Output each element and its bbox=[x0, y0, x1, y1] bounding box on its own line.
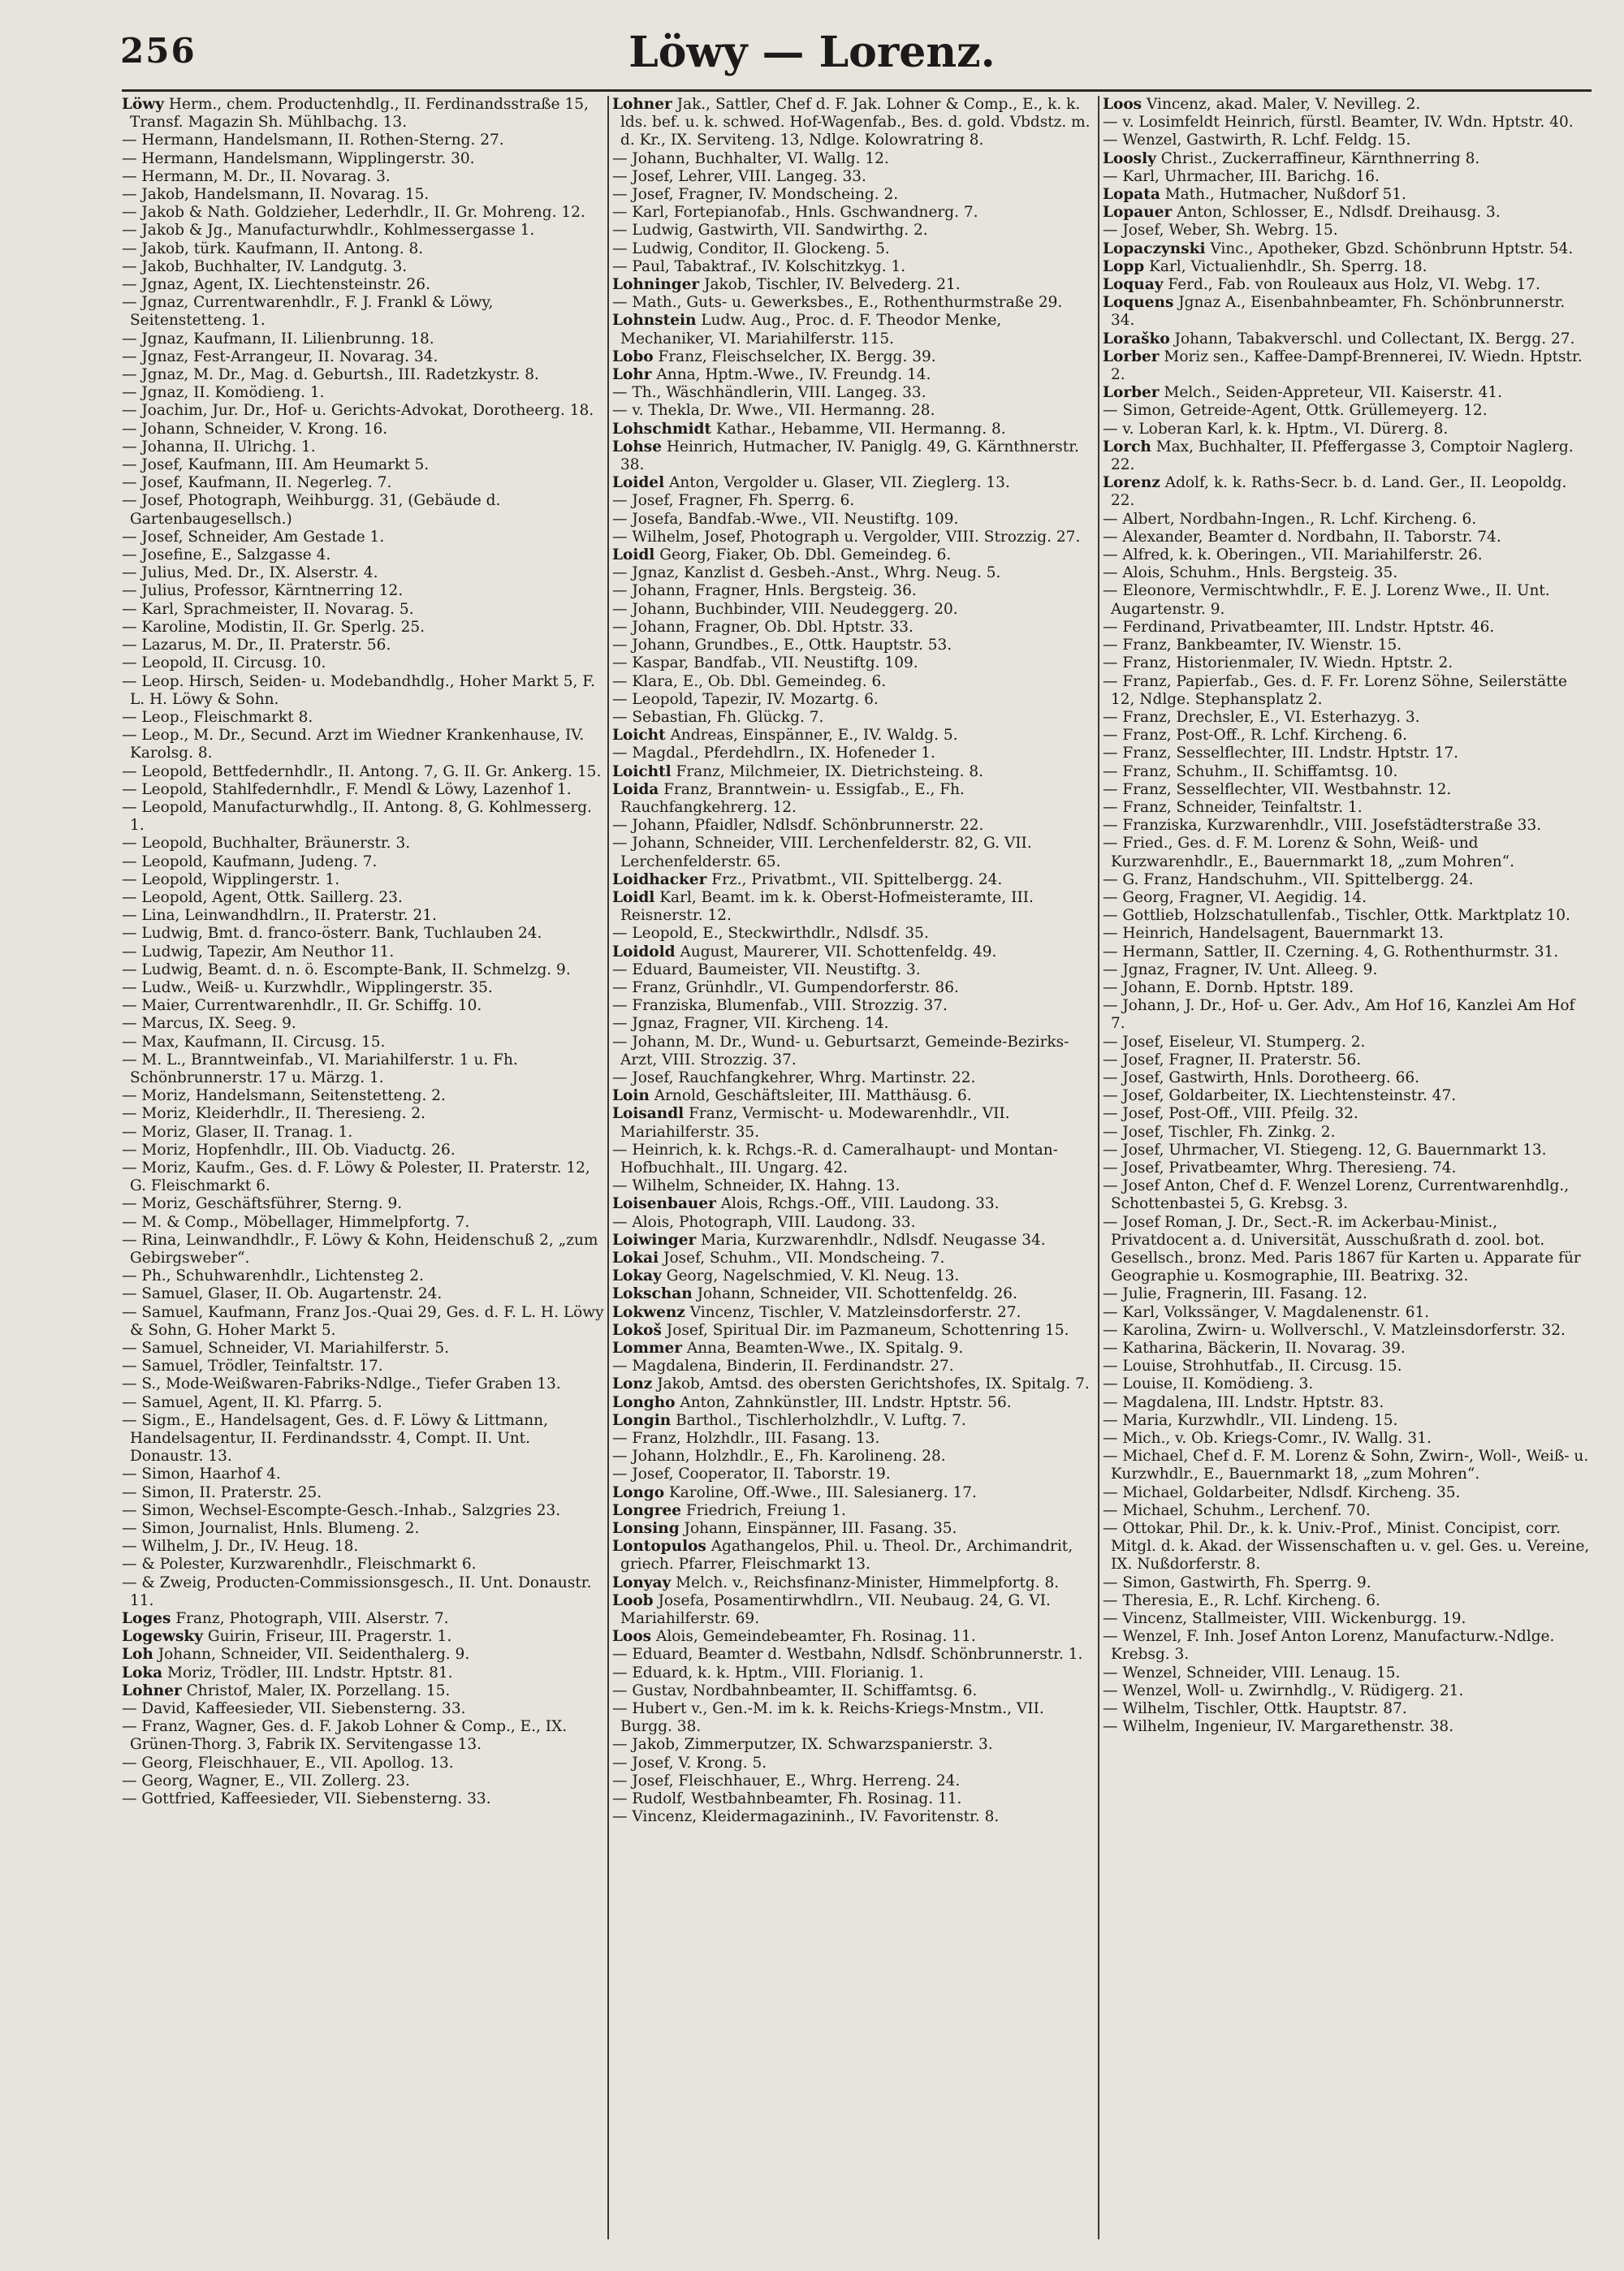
directory-entry: Longree Friedrich, Freiung 1. bbox=[612, 1501, 846, 1519]
directory-entry: — Leop., M. Dr., Secund. Arzt im Wiedner Krankenhause, IV. Karolsg. 8. bbox=[122, 727, 585, 762]
directory-entry: — Eduard, Beamter d. Westbahn, Ndlsdf. Schönbrunnerstr. 1. bbox=[612, 1646, 1083, 1664]
directory-entry: — Franz, Schneider, Teinfaltstr. 1. bbox=[1103, 798, 1363, 816]
directory-entry: — Ludwig, Beamt. d. n. ö. Escompte-Bank, II. Schmelzg. 9. bbox=[122, 961, 571, 978]
directory-entry: — Josef, Privatbeamter, Whrg. Theresieng. 74. bbox=[1103, 1159, 1457, 1177]
directory-entry: Lopata Math., Hutmacher, Nußdorf 51. bbox=[1103, 186, 1406, 204]
directory-entry: — Jakob, Handelsmann, II. Novarag. 15. bbox=[122, 186, 430, 204]
directory-entry: — Wenzel, F. Inh. Josef Anton Lorenz, Manufacturw.-Ndlge. Krebsg. 3. bbox=[1103, 1628, 1555, 1664]
directory-entry: — Moriz, Hopfenhdlr., III. Ob. Viaductg. 26. bbox=[122, 1141, 456, 1159]
directory-entry: Lokoš Josef, Spiritual Dir. im Pazmaneum, Schottenring 15. bbox=[612, 1321, 1069, 1339]
directory-entry: — Louise, Strohhutfab., II. Circusg. 15. bbox=[1103, 1358, 1402, 1375]
directory-entry: — Magdalena, III. Lndstr. Hptstr. 83. bbox=[1103, 1393, 1384, 1411]
directory-entry: — Karl, Sprachmeister, II. Novarag. 5. bbox=[122, 600, 414, 618]
directory-entry: — Julius, Med. Dr., IX. Alserstr. 4. bbox=[122, 564, 378, 582]
directory-entry: — Leopold, Buchhalter, Bräunerstr. 3. bbox=[122, 835, 411, 853]
directory-entry: — Wenzel, Gastwirth, R. Lchf. Feldg. 15. bbox=[1103, 132, 1411, 149]
directory-column-3 bbox=[1103, 96, 1592, 2239]
directory-entry: — Leopold, Agent, Ottk. Saillerg. 23. bbox=[122, 888, 403, 906]
directory-entry: — Franz, Drechsler, E., VI. Esterhazyg. 3. bbox=[1103, 708, 1420, 726]
directory-entry: — Marcus, IX. Seeg. 9. bbox=[122, 1015, 296, 1033]
directory-entry: — Samuel, Glaser, II. Ob. Augartenstr. 24. bbox=[122, 1285, 443, 1303]
directory-entry: — Rudolf, Westbahnbeamter, Fh. Rosinag. 11. bbox=[612, 1790, 962, 1808]
directory-entry: — Lina, Leinwandhdlrn., II. Praterstr. 21. bbox=[122, 907, 437, 925]
directory-entry: Loos Alois, Gemeindebeamter, Fh. Rosinag. 11. bbox=[612, 1628, 976, 1646]
directory-entry: Loidel Anton, Vergolder u. Glaser, VII. Zieglerg. 13. bbox=[612, 474, 1010, 492]
directory-entry: — Josefine, E., Salzgasse 4. bbox=[122, 546, 331, 564]
directory-entry: — Ludwig, Gastwirth, VII. Sandwirthg. 2. bbox=[612, 222, 928, 240]
directory-entry: — Josef, Cooperator, II. Taborstr. 19. bbox=[612, 1466, 891, 1483]
column-divider bbox=[607, 96, 609, 2239]
directory-entry: Lohr Anna, Hptm.-Wwe., IV. Freundg. 14. bbox=[612, 366, 931, 384]
directory-entry: — Josef, Fleischhauer, E., Whrg. Herreng. 24. bbox=[612, 1772, 961, 1790]
directory-entry: — Julius, Professor, Kärntnerring 12. bbox=[122, 582, 404, 600]
directory-entry: — Albert, Nordbahn-Ingen., R. Lchf. Kircheng. 6. bbox=[1103, 510, 1477, 528]
directory-entry: — Johann, Schneider, VIII. Lerchenfelderstr. 82, G. VII. Lerchenfelderstr. 65. bbox=[612, 835, 1032, 870]
directory-entry: — Johann, J. Dr., Hof- u. Ger. Adv., Am Hof 16, Kanzlei Am Hof 7. bbox=[1103, 997, 1575, 1033]
directory-entry: — Hermann, M. Dr., II. Novarag. 3. bbox=[122, 167, 391, 185]
directory-entry: — Rina, Leinwandhdlr., F. Löwy & Kohn, Heidenschuß 2, „zum Gebirgsweber“. bbox=[122, 1231, 598, 1267]
directory-entry: — Samuel, Kaufmann, Franz Jos.-Quai 29, Ges. d. F. L. H. Löwy & Sohn, G. Hoher Markt 5. bbox=[122, 1303, 604, 1339]
directory-entry: Lopp Karl, Victualienhdlr., Sh. Sperrg. 18. bbox=[1103, 257, 1427, 275]
directory-entry: — Johanna, II. Ulrichg. 1. bbox=[122, 438, 316, 455]
directory-entry: — Wenzel, Woll- u. Zwirnhdlg., V. Rüdigerg. 21. bbox=[1103, 1682, 1464, 1699]
directory-entry: — Michael, Chef d. F. M. Lorenz & Sohn, Zwirn-, Woll-, Weiß- u. Kurzwhdlr., E., Bauernmarkt 18, „zum Mohren“. bbox=[1103, 1448, 1589, 1483]
directory-entry: Longo Karoline, Off.-Wwe., III. Salesianerg. 17. bbox=[612, 1483, 977, 1501]
directory-entry: — Johann, Pfaidler, Ndlsdf. Schönbrunnerstr. 22. bbox=[612, 817, 984, 835]
directory-entry: Lommer Anna, Beamten-Wwe., IX. Spitalg. 9. bbox=[612, 1340, 964, 1358]
directory-entry: — Josefa, Bandfab.-Wwe., VII. Neustiftg. 109. bbox=[612, 510, 959, 528]
directory-entry: — Jgnaz, II. Komödieng. 1. bbox=[122, 384, 325, 402]
directory-entry: — Wilhelm, Ingenieur, IV. Margarethenstr. 38. bbox=[1103, 1718, 1454, 1736]
directory-entry: — Alfred, k. k. Oberingen., VII. Mariahilferstr. 26. bbox=[1103, 546, 1483, 564]
directory-entry: — Wenzel, Schneider, VIII. Lenaug. 15. bbox=[1103, 1664, 1401, 1682]
directory-column-2 bbox=[612, 96, 1096, 2239]
directory-entry: — Jakob, Buchhalter, IV. Landgutg. 3. bbox=[122, 257, 408, 275]
directory-entry: — Jgnaz, M. Dr., Mag. d. Geburtsh., III. Radetzkystr. 8. bbox=[122, 366, 539, 384]
directory-entry: — Josef Anton, Chef d. F. Wenzel Lorenz, Currentwarenhdlg., Schottenbastei 5, G. Krebsg. 3. bbox=[1103, 1177, 1570, 1213]
directory-entry: — Jakob, Zimmerputzer, IX. Schwarzspanierstr. 3. bbox=[612, 1736, 993, 1754]
directory-entry: Loiwinger Maria, Kurzwarenhdlr., Ndlsdf. Neugasse 34. bbox=[612, 1231, 1046, 1249]
directory-entry: — Franz, Grünhdlr., VI. Gumpendorferstr. 86. bbox=[612, 978, 959, 996]
directory-entry: Lokschan Johann, Schneider, VII. Schottenfeldg. 26. bbox=[612, 1285, 1017, 1303]
directory-entry: — Wilhelm, J. Dr., IV. Heug. 18. bbox=[122, 1538, 359, 1556]
directory-entry: — Simon, II. Praterstr. 25. bbox=[122, 1483, 322, 1501]
directory-entry: Lorenz Adolf, k. k. Raths-Secr. b. d. Land. Ger., II. Leopoldg. 22. bbox=[1103, 474, 1567, 510]
directory-entry: — David, Kaffeesieder, VII. Siebensterng. 33. bbox=[122, 1700, 466, 1718]
directory-entry: — Sigm., E., Handelsagent, Ges. d. F. Löwy & Littmann, Handelsagentur, II. Ferdinandsstr. 4, Compt. II. Unt. Donaustr. 13. bbox=[122, 1411, 548, 1466]
directory-entry: — Franz, Post-Off., R. Lchf. Kircheng. 6. bbox=[1103, 727, 1407, 745]
directory-entry: Loidl Georg, Fiaker, Ob. Dbl. Gemeindeg. 6. bbox=[612, 546, 952, 564]
directory-entry: — Hermann, Handelsmann, Wipplingerstr. 30. bbox=[122, 149, 475, 167]
directory-entry: — Julie, Fragnerin, III. Fasang. 12. bbox=[1103, 1285, 1367, 1303]
directory-entry: — Ottokar, Phil. Dr., k. k. Univ.-Prof., Minist. Concipist, corr. Mitgl. d. k. Akad. der Wissenschaften u. v. gel. Ges. u. Vereine, IX. Nußdorferstr. 8. bbox=[1103, 1520, 1590, 1574]
directory-entry: — Leopold, Tapezir, IV. Mozartg. 6. bbox=[612, 690, 879, 708]
directory-entry: — S., Mode-Weißwaren-Fabriks-Ndlge., Tiefer Graben 13. bbox=[122, 1375, 561, 1393]
directory-entry: Lohse Heinrich, Hutmacher, IV. Paniglg. 49, G. Kärnthnerstr. 38. bbox=[612, 438, 1079, 474]
directory-entry: — Jakob & Jg., Manufacturwhdlr., Kohlmessergasse 1. bbox=[122, 222, 535, 240]
directory-entry: — Wilhelm, Tischler, Ottk. Hauptstr. 87. bbox=[1103, 1700, 1407, 1718]
directory-entry: — Katharina, Bäckerin, II. Novarag. 39. bbox=[1103, 1340, 1406, 1358]
directory-entry: — Franz, Papierfab., Ges. d. F. Fr. Lorenz Söhne, Seilerstätte 12, Ndlge. Stephansplatz 2. bbox=[1103, 672, 1567, 708]
directory-entry: — Simon, Gastwirth, Fh. Sperrg. 9. bbox=[1103, 1574, 1371, 1591]
directory-entry: — Ludwig, Tapezir, Am Neuthor 11. bbox=[122, 943, 395, 961]
directory-entry: — Franz, Historienmaler, IV. Wiedn. Hptstr. 2. bbox=[1103, 654, 1453, 672]
directory-entry: Lobo Franz, Fleischselcher, IX. Bergg. 39. bbox=[612, 348, 936, 365]
directory-entry: Lohner Christof, Maler, IX. Porzellang. 15. bbox=[122, 1682, 451, 1699]
directory-entry: — Math., Guts- u. Gewerksbes., E., Rothenthurmstraße 29. bbox=[612, 294, 1063, 312]
directory-entry: — Johann, M. Dr., Wund- u. Geburtsarzt, Gemeinde-Bezirks-Arzt, VIII. Strozzig. 37. bbox=[612, 1033, 1069, 1069]
directory-entry: Lorber Melch., Seiden-Appreteur, VII. Kaiserstr. 41. bbox=[1103, 384, 1503, 402]
directory-entry: — Jgnaz, Fragner, IV. Unt. Alleeg. 9. bbox=[1103, 961, 1378, 978]
directory-entry: — Simon, Wechsel-Escompte-Gesch.-Inhab., Salzgries 23. bbox=[122, 1501, 561, 1519]
directory-entry: Löwy Herm., chem. Productenhdlg., II. Ferdinandsstraße 15, Transf. Magazin Sh. Mühlbachg. 13. bbox=[122, 96, 589, 132]
directory-entry: Longho Anton, Zahnkünstler, III. Lndstr. Hptstr. 56. bbox=[612, 1393, 1012, 1411]
directory-entry: — Hubert v., Gen.-M. im k. k. Reichs-Kriegs-Mnstm., VII. Burgg. 38. bbox=[612, 1700, 1044, 1736]
directory-entry: — Eduard, Baumeister, VII. Neustiftg. 3. bbox=[612, 961, 921, 978]
directory-entry: — Heinrich, k. k. Rchgs.-R. d. Cameralhaupt- und Montan-Hofbuchhalt., III. Ungarg. 42. bbox=[612, 1141, 1058, 1177]
directory-entry: — Franz, Wagner, Ges. d. F. Jakob Lohner & Comp., E., IX. Grünen-Thorg. 3, Fabrik IX. Servitengasse 13. bbox=[122, 1718, 568, 1754]
directory-entry: — Josef, Post-Off., VIII. Pfeilg. 32. bbox=[1103, 1105, 1358, 1123]
directory-entry: Loosly Christ., Zuckerraffineur, Kärnthnerring 8. bbox=[1103, 149, 1480, 167]
directory-entry: — M. L., Branntweinfab., VI. Mariahilferstr. 1 u. Fh. Schönbrunnerstr. 17 u. Märzg. 1. bbox=[122, 1051, 518, 1086]
directory-entry: — Karl, Fortepianofab., Hnls. Gschwandnerg. 7. bbox=[612, 204, 978, 222]
directory-entry: Loidl Karl, Beamt. im k. k. Oberst-Hofmeisteramte, III. Reisnerstr. 12. bbox=[612, 888, 1034, 925]
directory-entry: — Maria, Kurzwhdlr., VII. Lindeng. 15. bbox=[1103, 1411, 1398, 1429]
directory-entry: Lohner Jak., Sattler, Chef d. F. Jak. Lohner & Comp., E., k. k. lds. bef. u. k. schwed. Hof-Wagenfab., Bes. d. gold. Vbdstz. m. d. Kr., IX. Serviteng. 13, Ndlge. Kolowratring 8. bbox=[612, 96, 1091, 149]
directory-entry: — M. & Comp., Möbellager, Himmelpfortg. 7. bbox=[122, 1213, 470, 1231]
directory-entry: — Leop. Hirsch, Seiden- u. Modebandhdlg., Hoher Markt 5, F. L. H. Löwy & Sohn. bbox=[122, 672, 596, 708]
directory-entry: — Jgnaz, Agent, IX. Liechtensteinstr. 26. bbox=[122, 276, 430, 294]
directory-entry: — Jgnaz, Fragner, VII. Kircheng. 14. bbox=[612, 1015, 889, 1033]
directory-entry: — Moriz, Handelsmann, Seitenstetteng. 2. bbox=[122, 1087, 446, 1105]
directory-entry: — Franz, Bankbeamter, IV. Wienstr. 15. bbox=[1103, 637, 1402, 654]
directory-entry: — Moriz, Kaufm., Ges. d. F. Löwy & Polester, II. Praterstr. 12, G. Fleischmarkt 6. bbox=[122, 1159, 590, 1195]
directory-entry: — Vincenz, Kleidermagazininh., IV. Favoritenstr. 8. bbox=[612, 1808, 1000, 1826]
directory-entry: — Georg, Fleischhauer, E., VII. Apollog. 13. bbox=[122, 1754, 454, 1772]
directory-entry: — Johann, Fragner, Ob. Dbl. Hptstr. 33. bbox=[612, 618, 914, 636]
directory-entry: — Josef, Fragner, II. Praterstr. 56. bbox=[1103, 1051, 1362, 1069]
directory-entry: Lohnstein Ludw. Aug., Proc. d. F. Theodor Menke, Mechaniker, VI. Mariahilferstr. 115. bbox=[612, 312, 1002, 348]
directory-entry: — Josef, Uhrmacher, VI. Stiegeng. 12, G. Bauernmarkt 13. bbox=[1103, 1141, 1547, 1159]
directory-entry: — Johann, Schneider, V. Krong. 16. bbox=[122, 420, 388, 438]
directory-entry: Loka Moriz, Trödler, III. Lndstr. Hptstr. 81. bbox=[122, 1664, 453, 1682]
directory-entry: Logewsky Guirin, Friseur, III. Pragerstr. 1. bbox=[122, 1628, 452, 1646]
directory-entry: — Johann, Buchbinder, VIII. Neudeggerg. 20. bbox=[612, 600, 958, 618]
directory-entry: — Alois, Schuhm., Hnls. Bergsteig. 35. bbox=[1103, 564, 1398, 582]
directory-entry: — Gottfried, Kaffeesieder, VII. Siebensterng. 33. bbox=[122, 1790, 491, 1808]
directory-entry: Loraško Johann, Tabakverschl. und Collectant, IX. Bergg. 27. bbox=[1103, 330, 1575, 348]
directory-entry: — Samuel, Trödler, Teinfaltstr. 17. bbox=[122, 1358, 383, 1375]
directory-entry: Lopauer Anton, Schlosser, E., Ndlsdf. Dreihausg. 3. bbox=[1103, 204, 1501, 222]
directory-entry: — Franz, Sesselflechter, VII. Westbahnstr. 12. bbox=[1103, 780, 1452, 798]
directory-entry: Loob Josefa, Posamentirwhdlrn., VII. Neubaug. 24, G. VI. Mariahilferstr. 69. bbox=[612, 1591, 1051, 1628]
directory-entry: — Josef, V. Krong. 5. bbox=[612, 1754, 767, 1772]
directory-entry: — Vincenz, Stallmeister, VIII. Wickenburgg. 19. bbox=[1103, 1610, 1466, 1628]
directory-entry: — Franz, Holzhdlr., III. Fasang. 13. bbox=[612, 1430, 880, 1448]
directory-entry: — Simon, Journalist, Hnls. Blumeng. 2. bbox=[122, 1520, 420, 1538]
directory-entry: Lokay Georg, Nagelschmied, V. Kl. Neug. 13. bbox=[612, 1267, 960, 1285]
directory-entry: — Karl, Uhrmacher, III. Barichg. 16. bbox=[1103, 167, 1380, 185]
directory-entry: Loicht Andreas, Einspänner, E., IV. Waldg. 5. bbox=[612, 727, 958, 745]
directory-entry: — Alois, Photograph, VIII. Laudong. 33. bbox=[612, 1213, 916, 1231]
directory-entry: — Josef, Weber, Sh. Webrg. 15. bbox=[1103, 222, 1338, 240]
directory-entry: — Wilhelm, Josef, Photograph u. Vergolder, VIII. Strozzig. 27. bbox=[612, 528, 1081, 546]
directory-entry: Loida Franz, Branntwein- u. Essigfab., E., Fh. Rauchfangkehrerg. 12. bbox=[612, 780, 965, 816]
directory-entry: Lokai Josef, Schuhm., VII. Mondscheing. 7. bbox=[612, 1250, 945, 1267]
directory-entry: — Ludwig, Bmt. d. franco-österr. Bank, Tuchlauben 24. bbox=[122, 925, 542, 943]
directory-entry: — Gustav, Nordbahnbeamter, II. Schiffamtsg. 6. bbox=[612, 1682, 978, 1699]
directory-entry: — Ludwig, Conditor, II. Glockeng. 5. bbox=[612, 240, 890, 257]
directory-entry: Longin Barthol., Tischlerholzhdlr., V. Luftg. 7. bbox=[612, 1411, 966, 1429]
directory-entry: — Jakob & Nath. Goldzieher, Lederhdlr., II. Gr. Mohreng. 12. bbox=[122, 204, 585, 222]
directory-entry: — Josef, Gastwirth, Hnls. Dorotheerg. 66. bbox=[1103, 1069, 1420, 1086]
directory-entry: — Leopold, Manufacturwhdlg., II. Antong. 8, G. Kohlmesserg. 1. bbox=[122, 798, 592, 835]
directory-entry: Loquens Jgnaz A., Eisenbahnbeamter, Fh. Schönbrunnerstr. 34. bbox=[1103, 294, 1566, 330]
directory-entry: Lonsing Johann, Einspänner, III. Fasang. 35. bbox=[612, 1520, 957, 1538]
directory-entry: — Johann, Holzhdlr., E., Fh. Karolineng. 28. bbox=[612, 1448, 946, 1466]
directory-entry: — Johann, Buchhalter, VI. Wallg. 12. bbox=[612, 149, 889, 167]
directory-entry: — Jgnaz, Kaufmann, II. Lilienbrunng. 18. bbox=[122, 330, 434, 348]
directory-entry: Lonz Jakob, Amtsd. des obersten Gerichtshofes, IX. Spitalg. 7. bbox=[612, 1375, 1090, 1393]
directory-entry: Lohschmidt Kathar., Hebamme, VII. Hermanng. 8. bbox=[612, 420, 1006, 438]
directory-entry: — Simon, Haarhof 4. bbox=[122, 1466, 281, 1483]
directory-entry: — Josef, Schneider, Am Gestade 1. bbox=[122, 528, 385, 546]
directory-entry: — Theresia, E., R. Lchf. Kircheng. 6. bbox=[1103, 1591, 1380, 1609]
directory-entry: — Samuel, Agent, II. Kl. Pfarrg. 5. bbox=[122, 1393, 382, 1411]
directory-entry: — Moriz, Geschäftsführer, Sterng. 9. bbox=[122, 1195, 403, 1213]
running-title: Löwy — Lorenz. bbox=[628, 28, 996, 77]
directory-entry: Lorber Moriz sen., Kaffee-Dampf-Brennerei, IV. Wiedn. Hptstr. 2. bbox=[1103, 348, 1583, 384]
directory-entry: — Michael, Goldarbeiter, Ndlsdf. Kircheng. 35. bbox=[1103, 1483, 1461, 1501]
directory-entry: — Leopold, II. Circusg. 10. bbox=[122, 654, 326, 672]
directory-entry: — Karl, Volkssänger, V. Magdalenenstr. 61. bbox=[1103, 1303, 1430, 1321]
directory-entry: — Johann, Grundbes., E., Ottk. Hauptstr. 53. bbox=[612, 637, 952, 654]
directory-entry: Loisandl Franz, Vermischt- u. Modewarenhdlr., VII. Mariahilferstr. 35. bbox=[612, 1105, 1010, 1141]
directory-entry: — v. Loberan Karl, k. k. Hptm., VI. Dürerg. 8. bbox=[1103, 420, 1449, 438]
directory-entry: — Josef, Photograph, Weihburgg. 31, (Gebäude d. Gartenbaugesellsch.) bbox=[122, 492, 501, 528]
directory-entry: Loos Vincenz, akad. Maler, V. Nevilleg. 2. bbox=[1103, 96, 1421, 113]
directory-entry: — Jakob, türk. Kaufmann, II. Antong. 8. bbox=[122, 240, 424, 257]
directory-entry: — Josef Roman, J. Dr., Sect.-R. im Ackerbau-Minist., Privatdocent a. d. Universität, Ausschußrath d. zool. bot. Gesellsch., bronz. Med. Paris 1867 für Karten u. Apparate für Geographie u. Kosmographie, III. Beatrixg. 32. bbox=[1103, 1213, 1581, 1285]
directory-entry: — Johann, Fragner, Hnls. Bergsteig. 36. bbox=[612, 582, 917, 600]
directory-entry: — Th., Wäschhändlerin, VIII. Langeg. 33. bbox=[612, 384, 926, 402]
page-number: 256 bbox=[120, 31, 197, 71]
directory-entry: Loichtl Franz, Milchmeier, IX. Dietrichsteing. 8. bbox=[612, 762, 984, 780]
directory-entry: Lopaczynski Vinc., Apotheker, Gbzd. Schönbrunn Hptstr. 54. bbox=[1103, 240, 1574, 257]
header-rule bbox=[122, 89, 1592, 92]
directory-entry: — Jgnaz, Kanzlist d. Gesbeh.-Anst., Whrg. Neug. 5. bbox=[612, 564, 1001, 582]
directory-entry: — Maier, Currentwarenhdlr., II. Gr. Schiffg. 10. bbox=[122, 997, 482, 1015]
directory-entry: — Josef, Kaufmann, III. Am Heumarkt 5. bbox=[122, 456, 430, 474]
directory-entry: — Karoline, Modistin, II. Gr. Sperlg. 25. bbox=[122, 618, 425, 636]
directory-entry: — & Zweig, Producten-Commissionsgesch., II. Unt. Donaustr. 11. bbox=[122, 1574, 592, 1609]
column-divider bbox=[1098, 96, 1099, 2239]
directory-entry: Loh Johann, Schneider, VII. Seidenthalerg. 9. bbox=[122, 1646, 470, 1664]
directory-entry: — Franziska, Kurzwarenhdlr., VIII. Josefstädterstraße 33. bbox=[1103, 817, 1542, 835]
directory-entry: — Josef, Lehrer, VIII. Langeg. 33. bbox=[612, 167, 866, 185]
directory-entry: — Franziska, Blumenfab., VIII. Strozzig. 37. bbox=[612, 997, 948, 1015]
directory-entry: — Josef, Goldarbeiter, IX. Liechtensteinstr. 47. bbox=[1103, 1087, 1457, 1105]
directory-entry: Loidold August, Maurerer, VII. Schottenfeldg. 49. bbox=[612, 943, 997, 961]
directory-entry: — G. Franz, Handschuhm., VII. Spittelbergg. 24. bbox=[1103, 870, 1474, 888]
directory-entry: — Georg, Wagner, E., VII. Zollerg. 23. bbox=[122, 1772, 410, 1790]
directory-entry: — v. Losimfeldt Heinrich, fürstl. Beamter, IV. Wdn. Hptstr. 40. bbox=[1103, 114, 1574, 132]
directory-entry: — Leopold, Stahlfedernhdlr., F. Mendl & Löwy, Lazenhof 1. bbox=[122, 780, 572, 798]
directory-entry: — & Polester, Kurzwarenhdlr., Fleischmarkt 6. bbox=[122, 1556, 477, 1574]
directory-entry: Lohninger Jakob, Tischler, IV. Belvederg. 21. bbox=[612, 276, 961, 294]
directory-entry: — Alexander, Beamter d. Nordbahn, II. Taborstr. 74. bbox=[1103, 528, 1501, 546]
directory-entry: — Josef, Fragner, IV. Mondscheing. 2. bbox=[612, 186, 899, 204]
directory-entry: Loin Arnold, Geschäftsleiter, III. Matthäusg. 6. bbox=[612, 1087, 972, 1105]
directory-entry: — Josef, Eiseleur, VI. Stumperg. 2. bbox=[1103, 1033, 1366, 1051]
directory-entry: — Hermann, Handelsmann, II. Rothen-Sterng. 27. bbox=[122, 132, 504, 149]
directory-entry: — Leop., Fleischmarkt 8. bbox=[122, 708, 313, 726]
directory-entry: — Johann, E. Dornb. Hptstr. 189. bbox=[1103, 978, 1354, 996]
page-header bbox=[0, 0, 1624, 97]
directory-entry: Lokwenz Vincenz, Tischler, V. Matzleinsdorferstr. 27. bbox=[612, 1303, 1021, 1321]
directory-entry: — Josef, Kaufmann, II. Negerleg. 7. bbox=[122, 474, 392, 492]
directory-entry: — Gottlieb, Holzschatullenfab., Tischler, Ottk. Marktplatz 10. bbox=[1103, 907, 1570, 925]
directory-entry: — Leopold, Bettfedernhdlr., II. Antong. 7, G. II. Gr. Ankerg. 15. bbox=[122, 762, 602, 780]
directory-entry: — Ph., Schuhwarenhdlr., Lichtensteg 2. bbox=[122, 1267, 424, 1285]
directory-entry: — Klara, E., Ob. Dbl. Gemeindeg. 6. bbox=[612, 672, 887, 690]
directory-entry: — Joachim, Jur. Dr., Hof- u. Gerichts-Advokat, Dorotheerg. 18. bbox=[122, 402, 594, 420]
directory-entry: — Moriz, Kleiderhdlr., II. Theresieng. 2. bbox=[122, 1105, 425, 1123]
directory-column-1 bbox=[122, 96, 606, 2239]
directory-entry: — Karolina, Zwirn- u. Wollverschl., V. Matzleinsdorferstr. 32. bbox=[1103, 1321, 1566, 1339]
directory-entry: — Leopold, Kaufmann, Judeng. 7. bbox=[122, 853, 378, 870]
directory-entry: Loquay Ferd., Fab. von Rouleaux aus Holz, VI. Webg. 17. bbox=[1103, 276, 1540, 294]
directory-entry: Lorch Max, Buchhalter, II. Pfeffergasse 3, Comptoir Naglerg. 22. bbox=[1103, 438, 1574, 474]
directory-entry: Lontopulos Agathangelos, Phil. u. Theol. Dr., Archimandrit, griech. Pfarrer, Fleischmarkt 13. bbox=[612, 1538, 1073, 1574]
directory-entry: — Wilhelm, Schneider, IX. Hahng. 13. bbox=[612, 1177, 901, 1195]
directory-entry: — Ludw., Weiß- u. Kurzwhdlr., Wipplingerstr. 35. bbox=[122, 978, 493, 996]
directory-entry: — Samuel, Schneider, VI. Mariahilferstr. 5. bbox=[122, 1340, 449, 1358]
directory-entry: — Fried., Ges. d. F. M. Lorenz & Sohn, Weiß- und Kurzwarenhdlr., E., Bauernmarkt 18, „zum Mohren“. bbox=[1103, 835, 1514, 870]
directory-entry: Lonyay Melch. v., Reichsfinanz-Minister, Himmelpfortg. 8. bbox=[612, 1574, 1060, 1591]
directory-entry: — Josef, Tischler, Fh. Zinkg. 2. bbox=[1103, 1123, 1336, 1141]
directory-entry: — Leopold, Wipplingerstr. 1. bbox=[122, 870, 340, 888]
directory-entry: Loidhacker Frz., Privatbmt., VII. Spittelbergg. 24. bbox=[612, 870, 1003, 888]
directory-entry: — Leopold, E., Steckwirthdlr., Ndlsdf. 35. bbox=[612, 925, 929, 943]
directory-entry: — Magdal., Pferdehdlrn., IX. Hofeneder 1. bbox=[612, 745, 935, 762]
directory-entry: Loges Franz, Photograph, VIII. Alserstr. 7. bbox=[122, 1610, 449, 1628]
directory-entry: — Ferdinand, Privatbeamter, III. Lndstr. Hptstr. 46. bbox=[1103, 618, 1495, 636]
directory-entry: Loisenbauer Alois, Rchgs.-Off., VIII. Laudong. 33. bbox=[612, 1195, 1000, 1213]
directory-entry: — Hermann, Sattler, II. Czerning. 4, G. Rothenthurmstr. 31. bbox=[1103, 943, 1559, 961]
directory-entry: — Franz, Schuhm., II. Schiffamtsg. 10. bbox=[1103, 762, 1398, 780]
directory-entry: — Magdalena, Binderin, II. Ferdinandstr. 27. bbox=[612, 1358, 954, 1375]
directory-entry: — Simon, Getreide-Agent, Ottk. Grüllemeyerg. 12. bbox=[1103, 402, 1488, 420]
directory-entry: — Louise, II. Komödieng. 3. bbox=[1103, 1375, 1314, 1393]
directory-entry: — Paul, Tabaktraf., IV. Kolschitzkyg. 1. bbox=[612, 257, 906, 275]
directory-entry: — Lazarus, M. Dr., II. Praterstr. 56. bbox=[122, 637, 391, 654]
directory-entry: — Franz, Sesselflechter, III. Lndstr. Hptstr. 17. bbox=[1103, 745, 1459, 762]
directory-entry: — Josef, Fragner, Fh. Sperrg. 6. bbox=[612, 492, 855, 510]
directory-entry: — Eleonore, Vermischtwhdlr., F. E. J. Lorenz Wwe., II. Unt. Augartenstr. 9. bbox=[1103, 582, 1550, 618]
directory-entry: — Jgnaz, Currentwarenhdlr., F. J. Frankl & Löwy, Seitenstetteng. 1. bbox=[122, 294, 494, 330]
directory-entry: — Heinrich, Handelsagent, Bauernmarkt 13. bbox=[1103, 925, 1444, 943]
directory-entry: — Sebastian, Fh. Glückg. 7. bbox=[612, 708, 824, 726]
directory-entry: — Georg, Fragner, VI. Aegidig. 14. bbox=[1103, 888, 1367, 906]
directory-entry: — Michael, Schuhm., Lerchenf. 70. bbox=[1103, 1501, 1371, 1519]
directory-entry: — Eduard, k. k. Hptm., VIII. Florianig. 1. bbox=[612, 1664, 924, 1682]
directory-entry: — Mich., v. Ob. Kriegs-Comr., IV. Wallg. 31. bbox=[1103, 1430, 1432, 1448]
directory-entry: — Jgnaz, Fest-Arrangeur, II. Novarag. 34. bbox=[122, 348, 438, 365]
directory-entry: — Max, Kaufmann, II. Circusg. 15. bbox=[122, 1033, 386, 1051]
directory-entry: — Moriz, Glaser, II. Tranag. 1. bbox=[122, 1123, 353, 1141]
directory-entry: — Kaspar, Bandfab., VII. Neustiftg. 109. bbox=[612, 654, 918, 672]
directory-entry: — v. Thekla, Dr. Wwe., VII. Hermanng. 28. bbox=[612, 402, 935, 420]
directory-entry: — Josef, Rauchfangkehrer, Whrg. Martinstr. 22. bbox=[612, 1069, 976, 1086]
